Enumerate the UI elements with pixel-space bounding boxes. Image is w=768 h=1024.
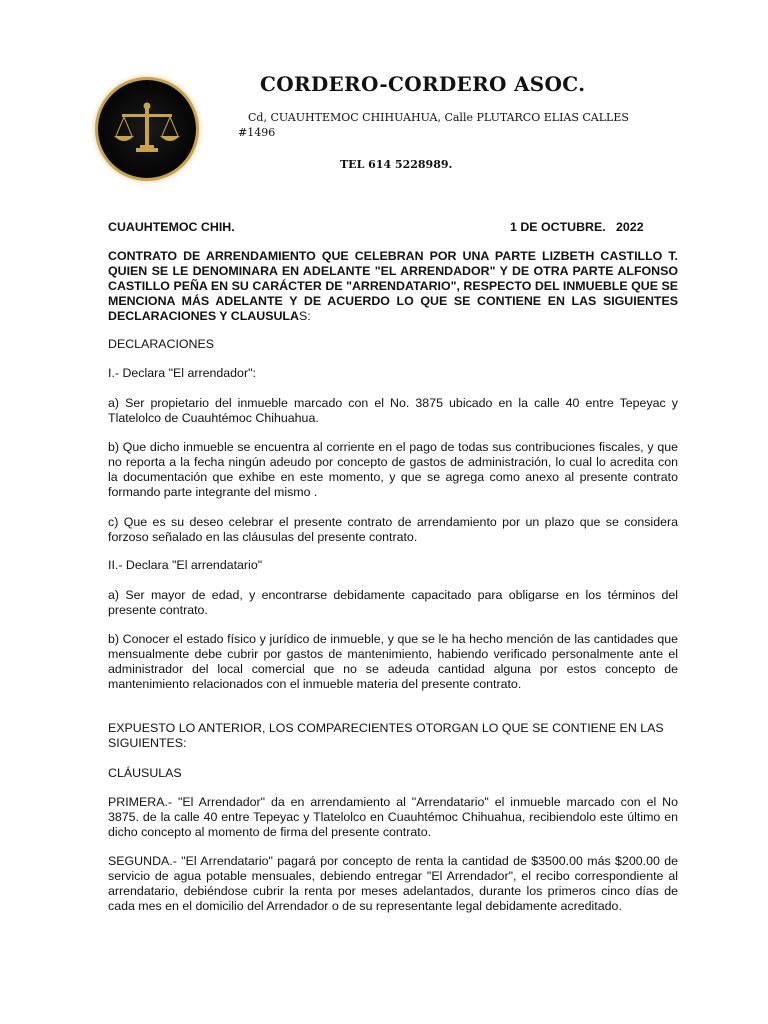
scales-of-justice-icon <box>98 80 196 178</box>
declaration-2b: b) Conocer el estado físico y jurídico de inmueble, y que se le ha hecho mención de las cantidades que mensualmente debe cubrir por gastos de mantenimiento, habiendo verificado personalmente ante el administrador del local comercial que no se adeuda cantidad alguna por estos concepto de mantenimiento relacionados con el inmueble materia del presente contrato. <box>108 632 678 691</box>
declaration-2a: a) Ser mayor de edad, y encontrarse debidamente capacitado para obligarse en los términos del presente contrato. <box>108 588 678 617</box>
declaration-1c: c) Que es su deseo celebrar el presente contrato de arrendamiento por un plazo que se considera forzoso señalado en las cláusulas del presente contrato. <box>108 515 678 544</box>
declaration-1a: a) Ser propietario del inmueble marcado con el No. 3875 ubicado en la calle 40 entre Tepeyac y Tlatelolco de Cuauhtémoc Chihuahua. <box>108 396 678 425</box>
clausulas-heading: CLÁUSULAS <box>108 766 182 780</box>
firm-logo <box>98 80 196 178</box>
clause-segunda: SEGUNDA.- "El Arrendatario" pagará por concepto de renta la cantidad de $3500.00 más $200.00 de servicio de agua potable mensuales, debiendo entregar "El Arrendador", el recibo correspondiente al arrendatario, debiéndose cubrir la renta por meses adelantados, durante los primeros cinco días de cada mes en el domicilio del Arrendador o de su representante legal debidamente acreditado. <box>108 854 678 913</box>
expuesto-paragraph: EXPUESTO LO ANTERIOR, LOS COMPARECIENTES OTORGAN LO QUE SE CONTIENE EN LAS SIGUIENTES: <box>108 721 664 750</box>
clause-primera: PRIMERA.- "El Arrendador" da en arrendamiento al "Arrendatario" el inmueble marcado con el No 3875. de la calle 40 entre Tepeyac y Tlatelolco en Cuauhtémoc Chihuahua, recibiendolo este último en dicho concepto al momento de firma del presente contrato. <box>108 795 678 839</box>
declaraciones-heading: DECLARACIONES <box>108 337 215 351</box>
contract-intro <box>108 249 678 324</box>
firm-address: Cd, CUAUHTEMOC CHIHUAHUA, Calle PLUTARCO ELIAS CALLES #1496 <box>238 111 629 139</box>
firm-name: CORDERO-CORDERO ASOC. <box>260 72 586 96</box>
firm-phone: TEL 614 5228989. <box>340 158 453 171</box>
section-2-heading: II.- Declara "El arrendatario" <box>108 558 263 572</box>
contract-intro-tail: S: <box>298 309 311 323</box>
declaration-1b: b) Que dicho inmueble se encuentra al corriente en el pago de todas sus contribuciones fiscales, y que no reporta a la fecha ningún adeudo por concepto de gastos de administración, lo cual lo acredita con la documentación que exhibe en este momento, y que se agrega como anexo al presente contrato formando parte integrante del mismo . <box>108 440 678 499</box>
contract-intro-main: CONTRATO DE ARRENDAMIENTO QUE CELEBRAN POR UNA PARTE LIZBETH CASTILLO T. QUIEN SE LE DENOMINARA EN ADELANTE "EL ARRENDADOR" Y DE OTRA PARTE ALFONSO CASTILLO PEÑA EN SU CARÁCTER DE "ARRENDATARIO", RESPECTO DEL INMUEBLE QUE SE MENCIONA MÁS ADELANTE Y DE ACUERDO LO QUE SE CONTIENE EN LAS SIGUIENTES DECLARACIONES Y CLAUSULA <box>108 249 678 323</box>
document-date: 1 DE OCTUBRE. 2022 <box>510 220 644 234</box>
section-1-heading: I.- Declara "El arrendador": <box>108 366 256 380</box>
document-place: CUAUHTEMOC CHIH. <box>108 220 235 234</box>
